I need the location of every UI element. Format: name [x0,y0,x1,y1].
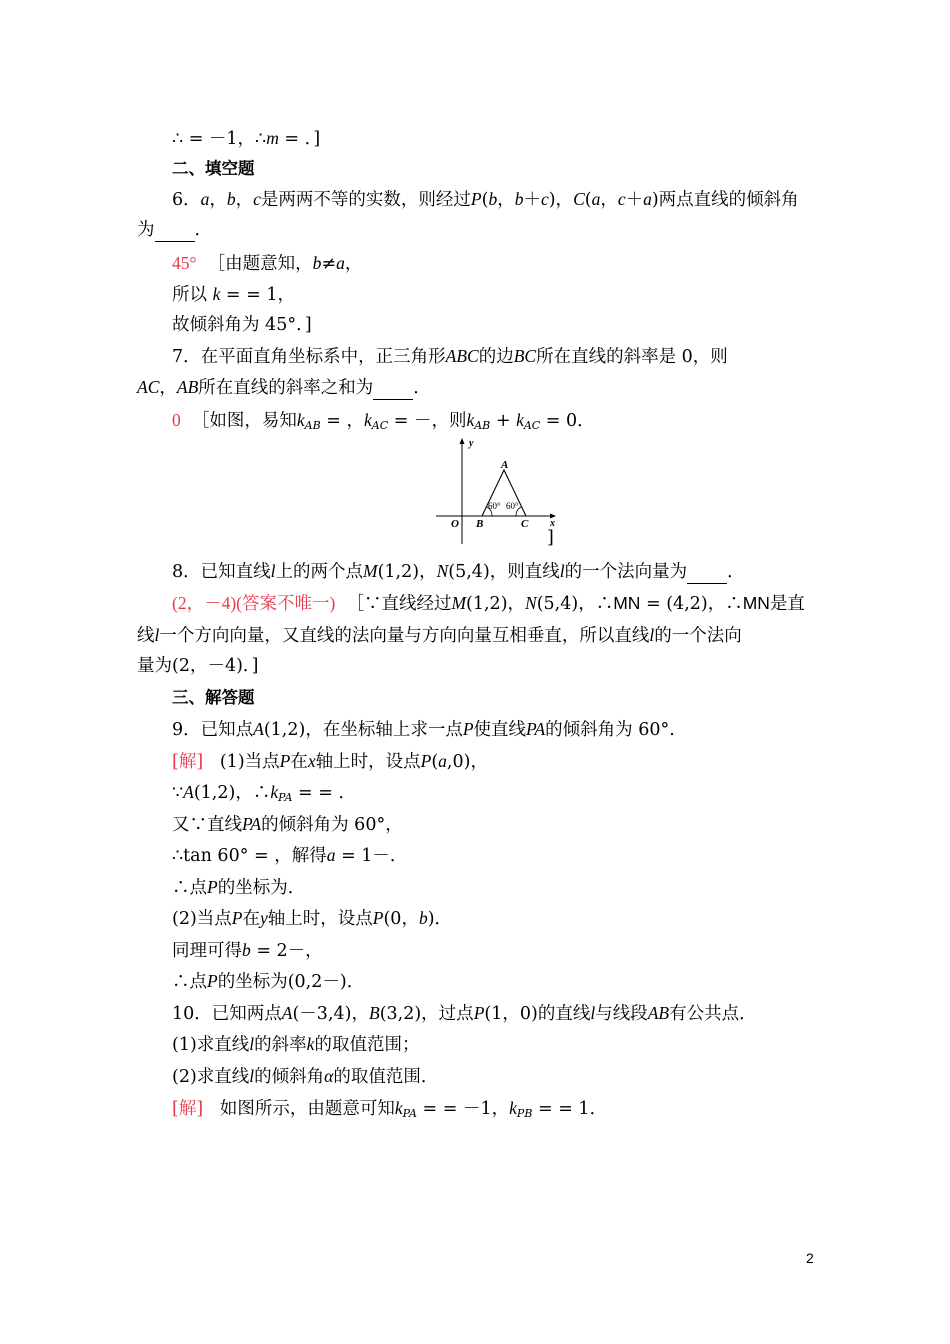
answer-8-line3: 量为(2，－4)．] [137,656,259,676]
question-10-part2: (2)求直线l的倾斜角α的取值范围． [172,1066,439,1087]
answer-blank [687,561,727,584]
section-heading-solutions: 三、解答题 [172,688,255,707]
answer-7-close: ] [547,528,554,548]
solution-9-line8: ∴点P的坐标为(0,2－)． [172,971,365,992]
question-8: 8．已知直线l上的两个点M(1,2)，N(5,4)，则直线l的一个法向量为 ． [172,561,745,582]
solution-tail: ∴ = －1，∴m = ．] [172,128,321,149]
solution-9-line1: [解] (1)当点P在x轴上时，设点P(a,0)， [172,751,488,772]
solution-10-line1: [解] 如图所示，由题意可知$k_{PA}$ = = －1，$k_{PB}$ = = 1． [172,1098,608,1120]
angle-label-c: 60° [506,501,519,511]
page-number: 2 [806,1250,814,1266]
solution-9-line5: ∴点P的坐标为． [172,877,306,898]
label-x: x [550,518,555,529]
answer-blank [155,219,195,242]
answer-7: 0 ［如图，易知$k_{AB}$ = ，$k_{AC}$ = －，则$k_{AB} + k_{AC} = 0$． [172,410,595,432]
answer-6-line2: 所以 k = = 1， [172,284,296,305]
question-6: 6．a，b，c是两两不等的实数，则经过P(b，b＋c)，C(a，c＋a)两点直线的倾斜角 [172,189,799,210]
label-c: C [521,518,529,530]
solution-tag: [解] [172,752,204,772]
label-b: B [476,518,484,530]
answer-8-value: (2，－4)(答案不唯一) [172,593,336,613]
solution-9-line6: (2)当点P在y轴上时，设点P(0，b)． [172,908,453,929]
section-heading-fill-in: 二、填空题 [172,159,255,178]
question-6-cont: 为 ． [137,220,212,240]
question-7-cont: AC，AB所在直线的斜率之和为 ． [137,377,431,398]
label-origin: O [451,518,459,530]
answer-6: 45° ［由题意知，b≠a， [172,253,363,274]
answer-7-value: 0 [172,410,181,430]
solution-9-line7: 同理可得b = 2－， [172,940,323,961]
y-axis-arrow-icon [460,438,465,444]
solution-9-line4: ∴tan 60° = ，解得a = 1－． [172,845,408,866]
question-10-part1: (1)求直线l的斜率k的取值范围； [172,1034,420,1055]
triangle-figure [432,436,562,548]
label-a: A [501,459,509,471]
answer-8: (2，－4)(答案不唯一) ［∵直线经过M(1,2)，N(5,4)，∴MN = (4,2)，∴MN是直 [172,593,805,614]
solution-9-line2: ∵A(1,2)，$\therefore k_{PA}$ = = ． [172,782,356,804]
answer-blank [373,377,413,400]
answer-8-line2: 线l一个方向向量，又直线的法向量与方向向量互相垂直，所以直线l的一个法向 [137,625,742,646]
question-7: 7．在平面直角坐标系中，正三角形ABC的边BC所在直线的斜率是 0，则 [172,346,728,367]
question-10: 10．已知两点A(－3,4)，B(3,2)，过点P(1，0)的直线l与线段AB有公共点． [172,1003,757,1024]
answer-6-value: 45° [172,253,197,273]
solution-9-line3: 又∵直线PA的倾斜角为 60°， [172,814,403,835]
label-y: y [469,438,474,449]
solution-tag: [解] [172,1099,204,1119]
angle-label-b: 60° [488,501,501,511]
answer-6-line3: 故倾斜角为 45°．] [172,315,312,335]
question-9: 9．已知点A(1,2)，在坐标轴上求一点P使直线PA的倾斜角为 60°. [172,719,675,740]
